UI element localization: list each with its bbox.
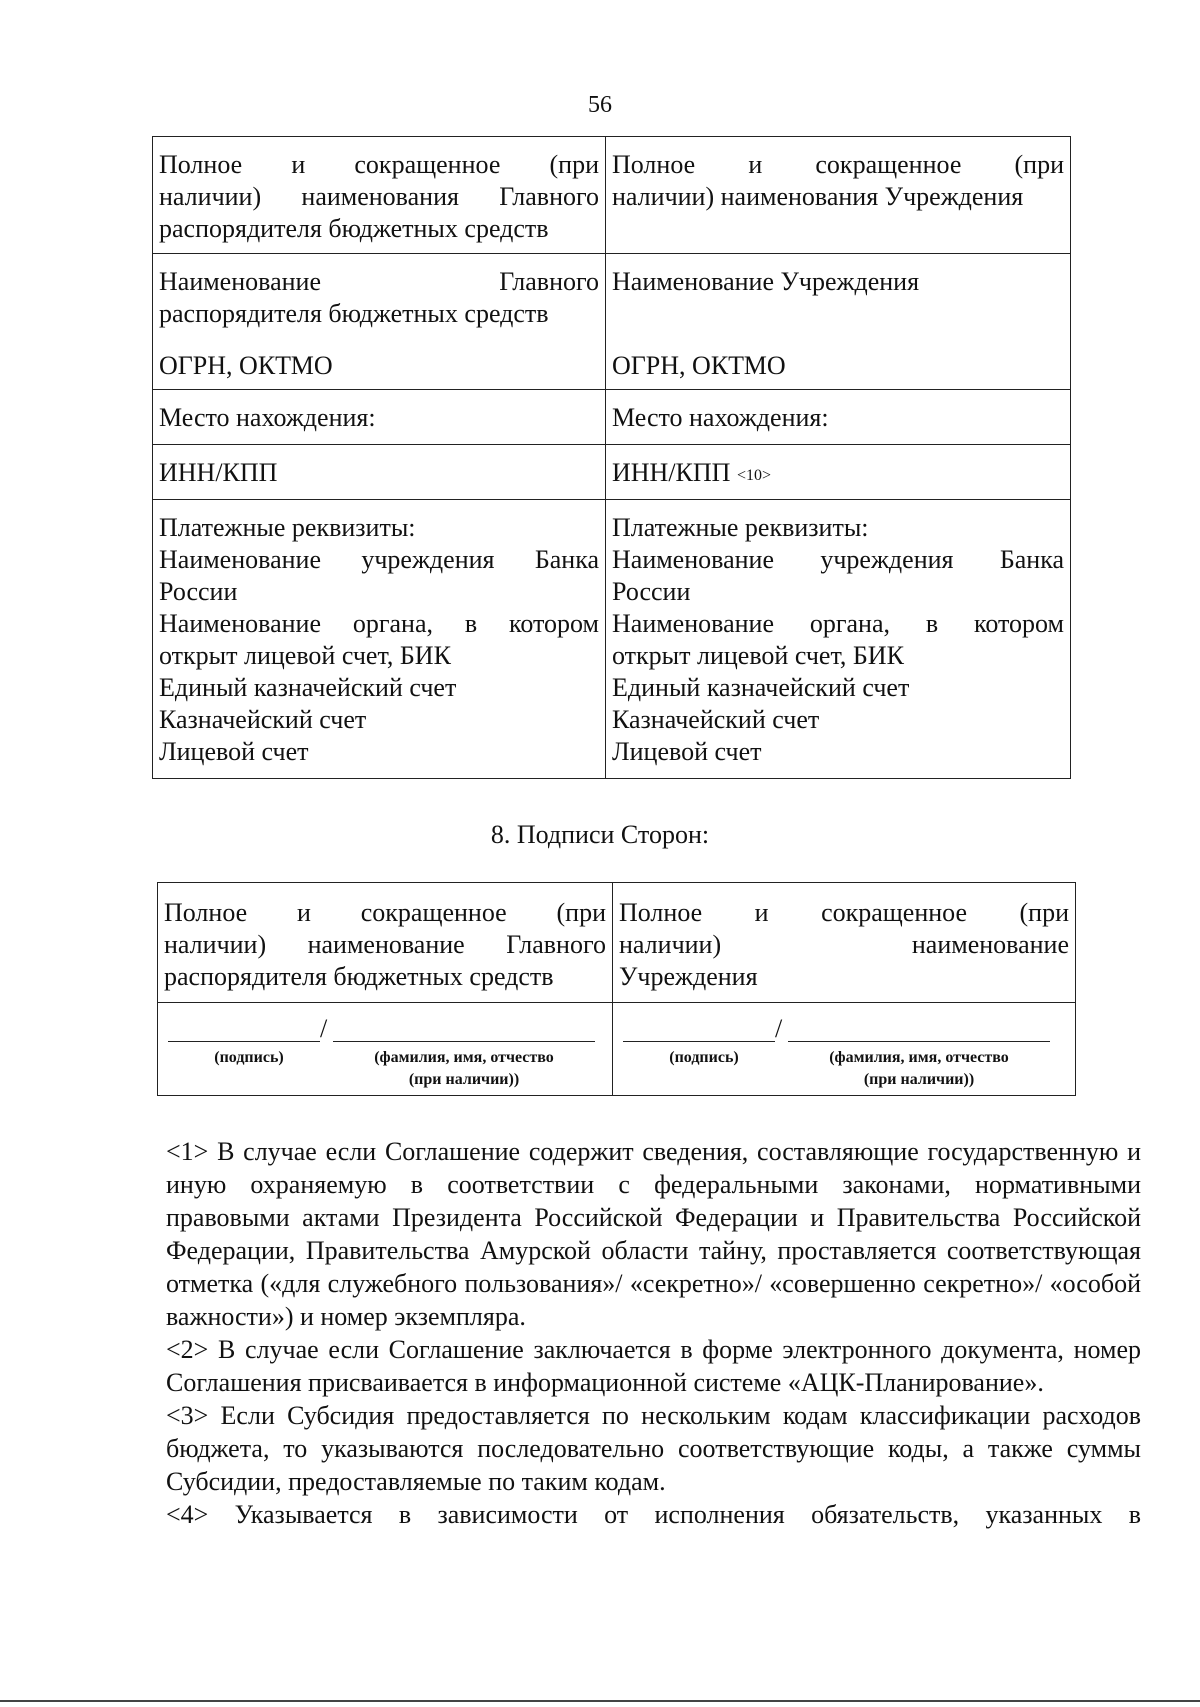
principal-inn-kpp-cell bbox=[153, 445, 606, 500]
cell-line: распорядителя бюджетных средств bbox=[159, 214, 549, 243]
institution-location-cell bbox=[606, 390, 1071, 445]
footnotes bbox=[166, 1135, 1141, 1531]
institution-signatory-header bbox=[613, 883, 1076, 1003]
cell-line: Платежные реквизиты: bbox=[612, 513, 869, 542]
institution-ogrn-oktmo: ОГРН, ОКТМО bbox=[612, 351, 786, 380]
full-name-line bbox=[788, 1041, 1050, 1042]
inn-kpp-label: ИНН/КПП bbox=[612, 458, 731, 487]
cell-line: Казначейский счет bbox=[612, 705, 820, 734]
cell-line: Платежные реквизиты: bbox=[159, 513, 416, 542]
table-row bbox=[153, 445, 1071, 500]
footnote: <2> В случае если Соглашение заключается в форме электронного документа, номер Соглашения присваивается в информационной системе «АЦК-Планирование». bbox=[166, 1335, 1141, 1397]
principal-payment-details-cell bbox=[153, 500, 606, 779]
requisites-table bbox=[152, 136, 1071, 779]
cell-line: Единый казначейский счет bbox=[159, 673, 457, 702]
cell-line: наличии) наименования Главного bbox=[159, 182, 599, 211]
cell-line: Наименование учреждения Банка bbox=[612, 545, 1064, 574]
cell-line: Лицевой счет bbox=[612, 737, 762, 766]
institution-full-name-cell bbox=[606, 137, 1071, 254]
caption-line: (фамилия, имя, отчество bbox=[374, 1049, 554, 1066]
signatures-heading: 8. Подписи Сторон: bbox=[490, 820, 710, 849]
principal-signature-cell bbox=[158, 1003, 613, 1096]
scan-bottom-edge bbox=[0, 1700, 1200, 1702]
cell-line: Наименование органа, в котором bbox=[612, 609, 1064, 638]
signature-separator: / bbox=[320, 1014, 328, 1043]
principal-full-name-cell bbox=[153, 137, 606, 254]
cell-line: Полное и сокращенное (при bbox=[612, 150, 1064, 179]
principal-name-cell bbox=[153, 254, 606, 390]
cell-line: Полное и сокращенное (при bbox=[164, 898, 606, 927]
footnote-ref: <10> bbox=[736, 467, 771, 484]
institution-inn-kpp-cell bbox=[606, 445, 1071, 500]
cell-line: Наименование органа, в котором bbox=[159, 609, 599, 638]
caption-line: (при наличии)) bbox=[408, 1071, 520, 1088]
table-row bbox=[153, 390, 1071, 445]
principal-signatory-header bbox=[158, 883, 613, 1003]
cell-line: наличии) наименование bbox=[619, 930, 1069, 959]
cell-line: открыт лицевой счет, БИК bbox=[159, 641, 451, 670]
cell-line: Полное и сокращенное (при bbox=[159, 150, 599, 179]
cell-line: России bbox=[612, 577, 691, 606]
cell-line: Наименование Учреждения bbox=[612, 267, 920, 296]
signature-line bbox=[623, 1041, 775, 1042]
cell-line: распорядителя бюджетных средств bbox=[159, 299, 549, 328]
cell-line: Лицевой счет bbox=[159, 737, 309, 766]
cell-line: ИНН/КПП bbox=[159, 458, 278, 487]
table-row bbox=[153, 500, 1071, 779]
signature-line bbox=[168, 1041, 320, 1042]
cell-line: наличии) наименование Главного bbox=[164, 930, 606, 959]
footnote: <4> Указывается в зависимости от исполнения обязательств, указанных в bbox=[166, 1500, 1141, 1529]
institution-payment-details-cell bbox=[606, 500, 1071, 779]
caption-line: (фамилия, имя, отчество bbox=[829, 1049, 1009, 1066]
signature-caption: (подпись) bbox=[669, 1049, 739, 1066]
cell-line: открыт лицевой счет, БИК bbox=[612, 641, 904, 670]
cell-line: распорядителя бюджетных средств bbox=[164, 962, 554, 991]
table-row bbox=[158, 883, 1076, 1003]
cell-line: Казначейский счет bbox=[159, 705, 367, 734]
cell-line: Наименование учреждения Банка bbox=[159, 545, 599, 574]
full-name-caption bbox=[333, 1047, 595, 1091]
cell-line: Полное и сокращенное (при bbox=[619, 898, 1069, 927]
institution-signature-cell bbox=[613, 1003, 1076, 1096]
cell-line: Место нахождения: bbox=[159, 403, 376, 432]
principal-location-cell bbox=[153, 390, 606, 445]
cell-line: Единый казначейский счет bbox=[612, 673, 910, 702]
table-row bbox=[153, 254, 1071, 390]
cell-line: Учреждения bbox=[619, 962, 758, 991]
caption-line: (при наличии)) bbox=[863, 1071, 975, 1088]
full-name-line bbox=[333, 1041, 595, 1042]
cell-line: Наименование Главного bbox=[159, 267, 599, 296]
signatures-table bbox=[157, 882, 1076, 1096]
cell-line: наличии) наименования Учреждения bbox=[612, 182, 1024, 211]
principal-ogrn-oktmo: ОГРН, ОКТМО bbox=[159, 351, 333, 380]
table-row bbox=[153, 137, 1071, 254]
institution-name-cell bbox=[606, 254, 1071, 390]
cell-line: России bbox=[159, 577, 238, 606]
table-row bbox=[158, 1003, 1076, 1096]
page-number: 56 bbox=[588, 92, 612, 118]
footnote: <3> Если Субсидия предоставляется по нескольким кодам классификации расходов бюджета, то указываются последовательно соответствующие коды, а также суммы Субсидии, предоставляемые по таким кодам. bbox=[166, 1401, 1141, 1496]
signature-separator: / bbox=[775, 1014, 783, 1043]
signature-caption: (подпись) bbox=[214, 1049, 284, 1066]
full-name-caption bbox=[788, 1047, 1050, 1091]
footnote: <1> В случае если Соглашение содержит сведения, составляющие государственную и иную охраняемую в соответствии с федеральными законами, нормативными правовыми актами Президента Российской Федерации и Правительства Российской Федерации, Правительства Амурской области тайну, проставляется соответствующая отметка («для служебного пользования»/ «секретно»/ «совершенно секретно»/ «особой важности») и номер экземпляра. bbox=[166, 1137, 1141, 1331]
cell-line: Место нахождения: bbox=[612, 403, 829, 432]
